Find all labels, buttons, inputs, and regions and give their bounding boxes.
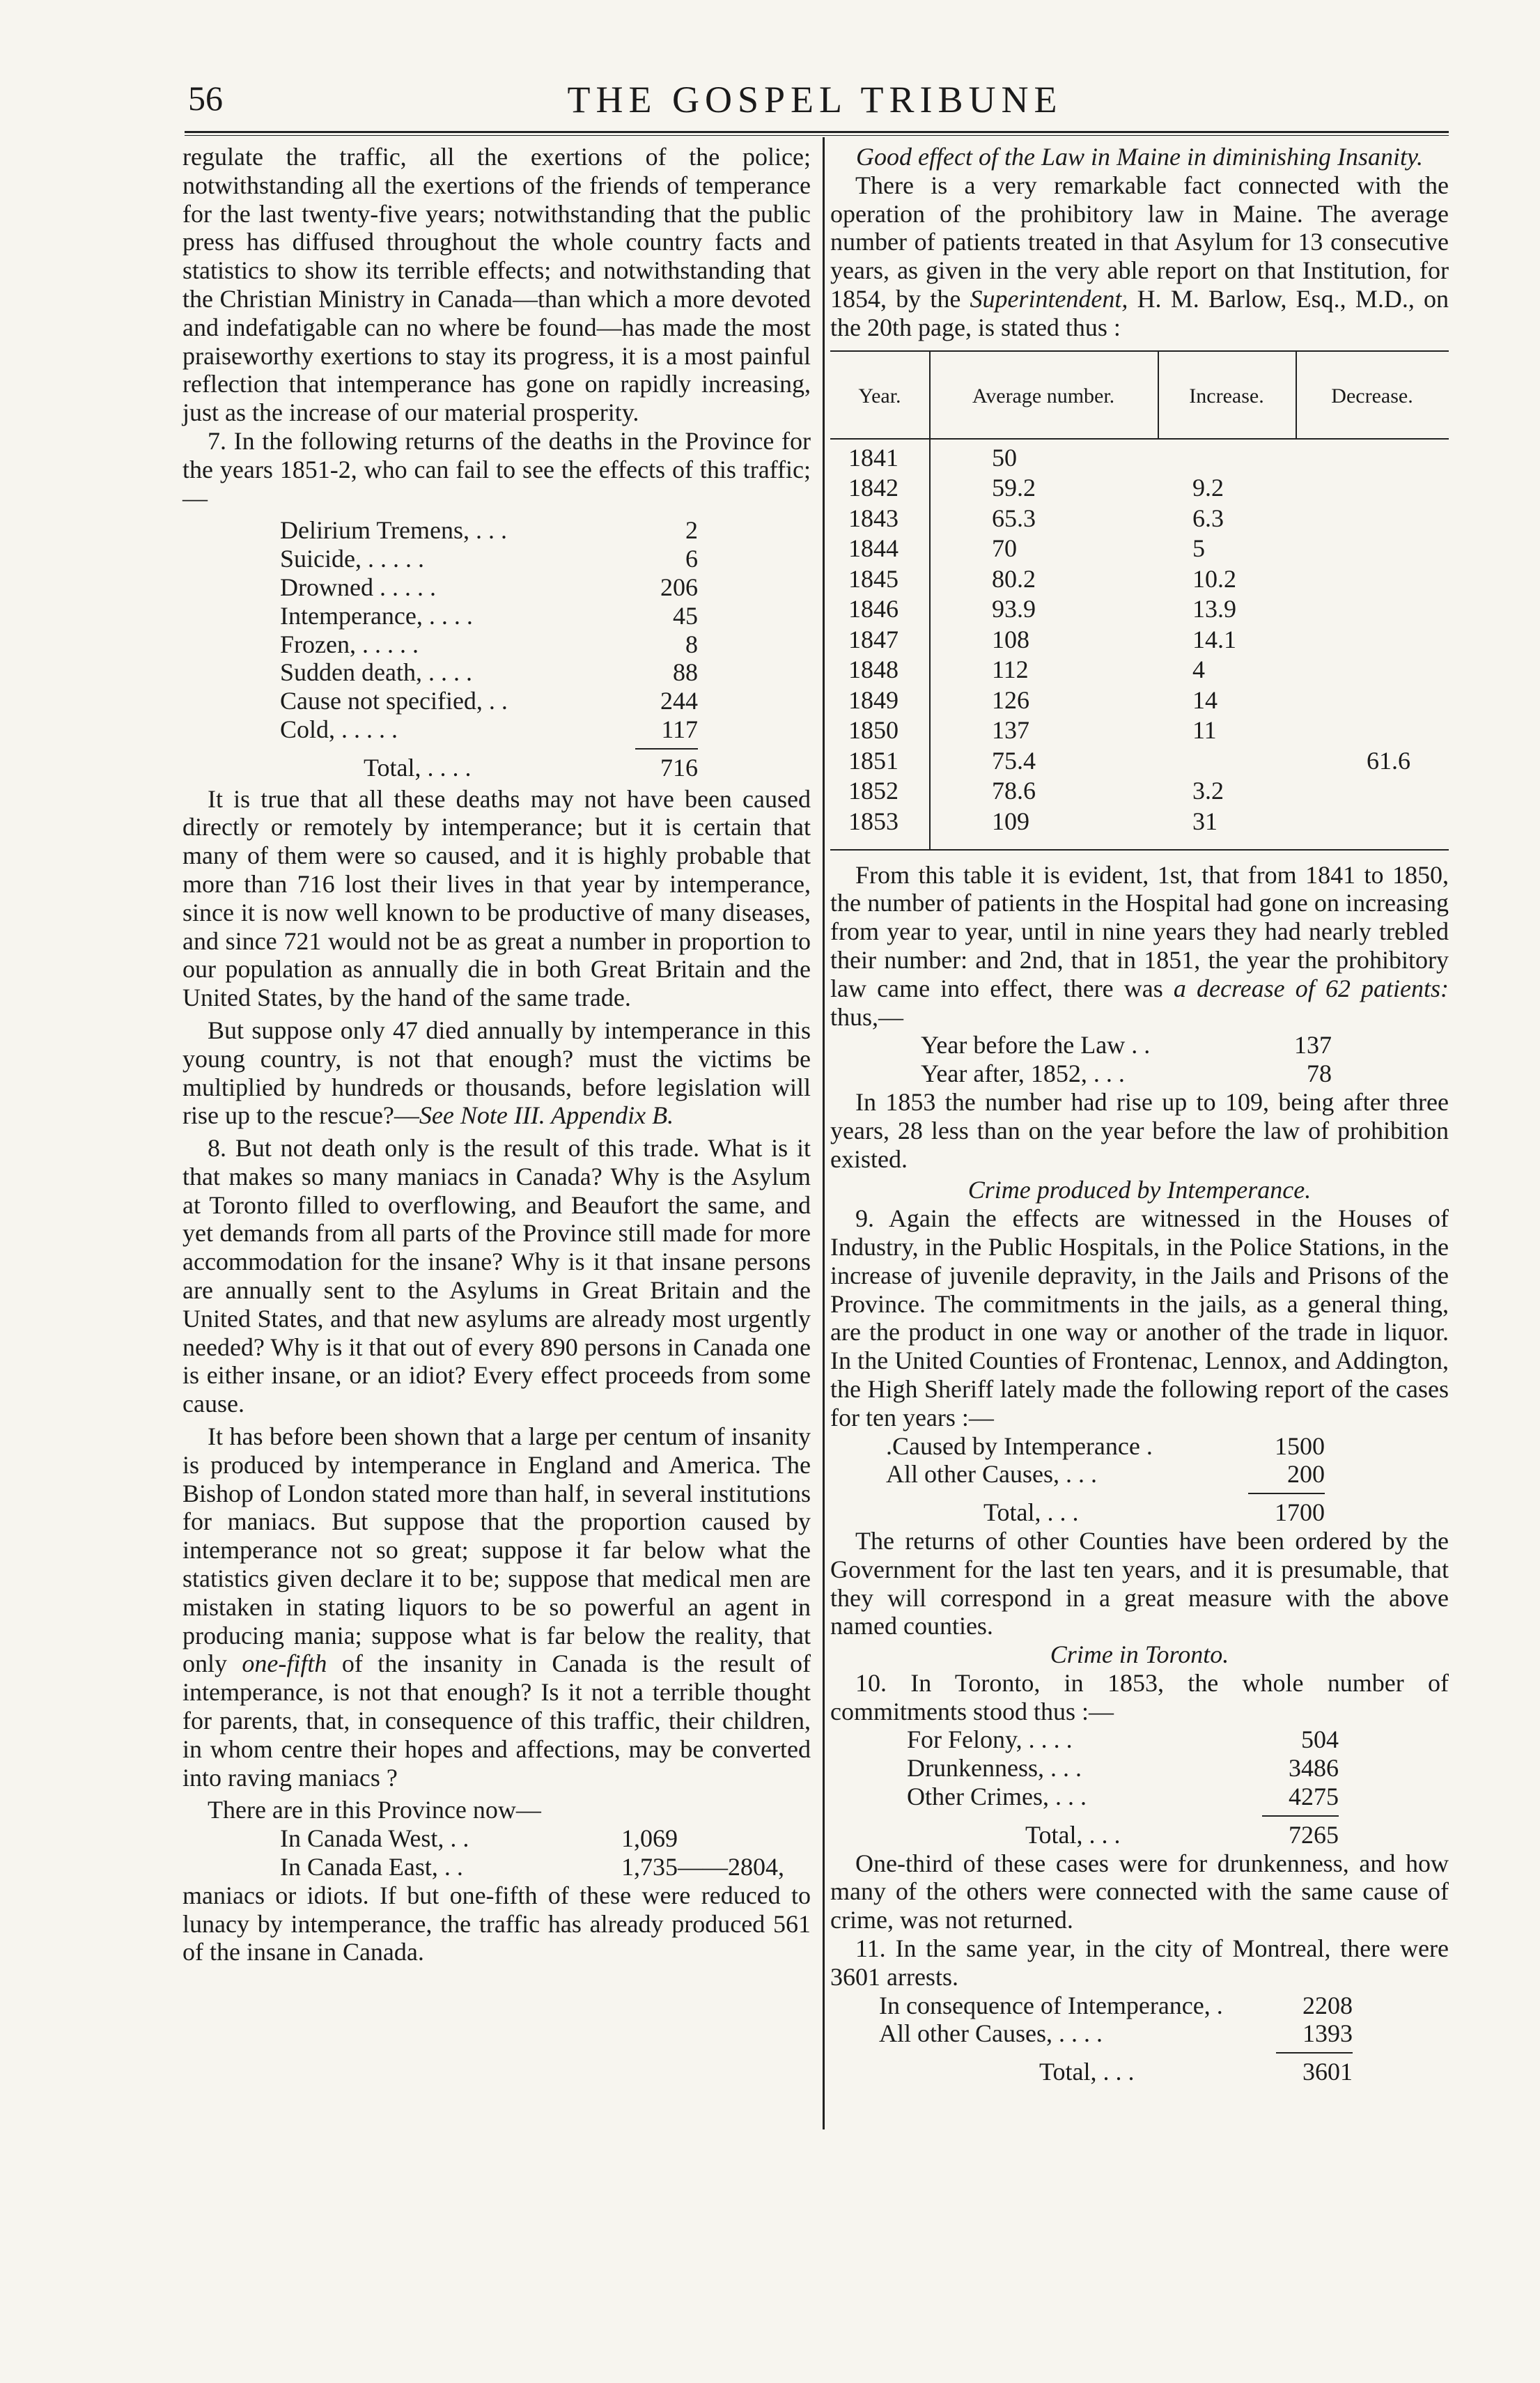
table-cell-decrease: 61.6 — [1367, 746, 1410, 775]
table-cell-increase: 9.2 — [1192, 474, 1224, 502]
deaths-row — [182, 573, 811, 602]
canada-east-value: 1,735——2804, — [621, 1853, 784, 1881]
paragraph: 11. In the same year, in the city of Montreal, there were 3601 arrests. — [830, 1934, 1449, 1991]
crime-total-label: Total, . . . — [983, 1498, 1079, 1527]
table-cell-year: 1844 — [848, 534, 899, 563]
sum-rule — [830, 1811, 1449, 1821]
montreal-other-value: 1393 — [1302, 2019, 1353, 2048]
year-after-row — [830, 1059, 1449, 1088]
header-rule-thin — [185, 135, 1449, 136]
paragraph — [830, 861, 1449, 1032]
table-cell-year: 1848 — [848, 655, 899, 684]
toronto-total-label: Total, . . . — [1025, 1820, 1121, 1849]
deaths-value: 117 — [661, 715, 698, 743]
journal-title: THE GOSPEL TRIBUNE — [567, 79, 1063, 121]
toronto-total-value: 7265 — [1289, 1820, 1339, 1849]
paragraph — [182, 1016, 811, 1130]
table-cell-average: 70 — [992, 534, 1017, 563]
table-cell-year: 1850 — [848, 716, 899, 745]
deaths-label: Cold, . . . . . — [280, 715, 398, 743]
canada-east-row — [182, 1853, 811, 1881]
deaths-row — [182, 545, 811, 573]
header-rule — [185, 131, 1449, 133]
table-cell-year: 1846 — [848, 595, 899, 623]
year-before-label: Year before the Law . . — [921, 1031, 1151, 1059]
felony-row — [830, 1725, 1449, 1754]
canada-east-label: In Canada East, . . — [280, 1853, 463, 1881]
page-number: 56 — [188, 79, 223, 118]
table-header-decrease: Decrease. — [1331, 384, 1413, 407]
section-heading: Crime produced by Intemperance. — [967, 1176, 1312, 1204]
table-cell-year: 1845 — [848, 564, 899, 593]
other-crimes-row — [830, 1783, 1449, 1811]
deaths-row — [182, 658, 811, 687]
right-column — [830, 143, 1449, 2086]
table-cell-average: 109 — [992, 807, 1029, 835]
deaths-row — [182, 516, 811, 545]
paragraph — [830, 171, 1449, 342]
paragraph: 7. In the following returns of the deaths in the Province for the years 1851-2, who can fail to see the effects of this traffic;— — [182, 426, 811, 512]
table-cell-increase: 31 — [1192, 807, 1218, 835]
paragraph: 8. But not death only is the result of this trade. What is it that makes so many maniacs in Canada? Why is the Asylum at Toronto filled to overflowing, and Beaufort the same, and yet demands from all parts of the Province still made for more accommodation for the insane? Why is it that insane persons are annually sent to the Asylums in Great Britain and the United States, and that new asylums are already most urgently needed? Why is it that out of every 890 persons in Canada one is either insane, or an idiot? Every effect proceeds from some cause. — [182, 1134, 811, 1418]
deaths-value: 206 — [660, 573, 698, 601]
table-cell-increase: 14 — [1192, 685, 1218, 714]
table-cell-average: 65.3 — [992, 504, 1036, 532]
table-cell-year: 1851 — [848, 746, 899, 775]
other-crimes-label: Other Crimes, . . . — [907, 1783, 1087, 1811]
table-cell-average: 59.2 — [992, 474, 1036, 502]
crime-total-value: 1700 — [1275, 1498, 1325, 1527]
year-before-value: 137 — [1294, 1031, 1332, 1059]
deaths-row — [182, 630, 811, 659]
table-header-year: Year. — [858, 384, 901, 407]
table-cell-year: 1853 — [848, 807, 899, 835]
drunkenness-row — [830, 1754, 1449, 1783]
table-cell-increase: 10.2 — [1192, 564, 1236, 593]
paragraph: In 1853 the number had rise up to 109, being after three years, 28 less than on the year before the law of prohibition existed. — [830, 1087, 1449, 1173]
emphasis: a decrease of 62 patients: — [1173, 974, 1449, 1002]
appendix-note: See Note III. Appendix B. — [419, 1101, 674, 1130]
montreal-intemperance-row — [830, 1992, 1449, 2020]
deaths-value: 6 — [685, 545, 698, 573]
table-cell-average: 93.9 — [992, 595, 1036, 623]
paragraph-text: But suppose only 47 died annually by intemperance in this young country, is not that enough? must the victims be multiplied by hundreds or thousands, before legislation will rise up to the rescue?— — [182, 1016, 811, 1130]
montreal-other-row — [830, 2019, 1449, 2048]
drunkenness-label: Drunkenness, . . . — [907, 1754, 1082, 1783]
montreal-intemperance-value: 2208 — [1302, 1991, 1353, 2019]
table-cell-increase: 14.1 — [1192, 625, 1236, 653]
sum-rule — [182, 744, 811, 754]
left-column — [182, 143, 811, 1966]
deaths-row — [182, 602, 811, 630]
deaths-label: Drowned . . . . . — [280, 573, 436, 601]
crime-other-row — [830, 1460, 1449, 1489]
deaths-row — [182, 687, 811, 715]
crime-other-label: All other Causes, . . . — [886, 1460, 1097, 1489]
deaths-label: Delirium Tremens, . . . — [280, 516, 508, 545]
table-cell-average: 50 — [992, 443, 1017, 472]
table-cell-increase: 6.3 — [1192, 504, 1224, 532]
paragraph: 10. In Toronto, in 1853, the whole number of commitments stood thus :— — [830, 1668, 1449, 1725]
table-col-rule — [929, 350, 931, 849]
paragraph-text: thus,— — [830, 1002, 904, 1031]
paragraph: maniacs or idiots. If but one-fifth of these were reduced to lunacy by intemperance, the traffic has already produced 561 of the insane in Canada. — [182, 1881, 811, 1966]
paragraph-text: of the insanity in Canada is the result of intemperance, is not that enough? Is it not a terrible thought for parents, that, in consequence of this traffic, their children, in whom centre their hopes and affections, may be converted into raving maniacs ? — [182, 1650, 811, 1792]
paragraph: The returns of other Counties have been ordered by the Government for the last ten years, and it is presumable, that they will correspond in a great measure with the above named counties. — [830, 1526, 1449, 1640]
table-cell-year: 1847 — [848, 625, 899, 653]
deaths-value: 88 — [673, 658, 698, 687]
table-cell-year: 1843 — [848, 504, 899, 532]
year-before-row — [830, 1031, 1449, 1059]
montreal-other-label: All other Causes, . . . . — [879, 2019, 1103, 2048]
deaths-total-label: Total, . . . . — [364, 753, 472, 782]
deaths-value: 45 — [673, 601, 698, 630]
toronto-total-row — [830, 1821, 1449, 1849]
table-cell-increase: 13.9 — [1192, 595, 1236, 623]
section-heading: Good effect of the Law in Maine in diminishing Insanity. — [856, 143, 1423, 171]
section-heading: Crime in Toronto. — [1050, 1640, 1229, 1669]
table-rule — [830, 350, 1449, 352]
sum-rule — [830, 1489, 1449, 1498]
year-after-value: 78 — [1307, 1059, 1332, 1088]
column-divider — [823, 137, 825, 2129]
drunkenness-value: 3486 — [1289, 1754, 1339, 1783]
table-cell-average: 126 — [992, 685, 1029, 714]
emphasis: Superintendent, — [970, 284, 1128, 313]
table-cell-average: 137 — [992, 716, 1029, 745]
deaths-label: Suicide, . . . . . — [280, 545, 424, 573]
montreal-total-row — [830, 2058, 1449, 2086]
paragraph-text: H. M. Barlow, Esq., M.D., on the 20th page, is stated thus : — [830, 284, 1449, 341]
table-header-average: Average number. — [972, 384, 1115, 407]
crime-intemperance-label: .Caused by Intemperance . — [886, 1431, 1153, 1460]
felony-value: 504 — [1301, 1725, 1339, 1754]
montreal-total-value: 3601 — [1302, 2058, 1353, 2086]
felony-label: For Felony, . . . . — [907, 1725, 1073, 1754]
paragraph-text: It has before been shown that a large per centum of insanity is produced by intemperance in England and America. The Bishop of London stated more than half, in several institutions for maniacs. But suppose that the proportion caused by intemperance not so great; suppose it far below what the statistics given declare it to be; suppose that medical men are mistaken in stating liquors to be so powerful an agent in producing mania; suppose what is far below the reality, that only — [182, 1422, 811, 1678]
deaths-label: Frozen, . . . . . — [280, 630, 419, 658]
canada-west-label: In Canada West, . . — [280, 1824, 469, 1853]
table-rule — [830, 849, 1449, 851]
table-cell-increase: 4 — [1192, 655, 1205, 684]
deaths-value: 244 — [660, 687, 698, 715]
canada-west-row — [182, 1824, 811, 1853]
deaths-label: Intemperance, . . . . — [280, 601, 473, 630]
canada-west-value: 1,069 — [621, 1824, 678, 1853]
emphasis: one-fifth — [242, 1650, 327, 1678]
deaths-value: 2 — [685, 516, 698, 545]
montreal-total-label: Total, . . . — [1039, 2058, 1135, 2086]
running-head — [188, 78, 1442, 127]
asylum-table — [830, 348, 1449, 851]
table-cell-increase: 3.2 — [1192, 777, 1224, 805]
crime-intemperance-value: 1500 — [1275, 1431, 1325, 1460]
paragraph-text: From this table it is evident, 1st, that from 1841 to 1850, the number of patients in the Hospital had gone on increasing from year to year, until in nine years they had nearly trebled their number: and 2nd, that in 1851, the year the prohibitory law came into effect, there was — [830, 860, 1449, 1002]
table-cell-average: 75.4 — [992, 746, 1036, 775]
table-cell-year: 1852 — [848, 777, 899, 805]
table-cell-year: 1842 — [848, 474, 899, 502]
sum-rule — [830, 2048, 1449, 2058]
deaths-value: 8 — [685, 630, 698, 658]
table-cell-year: 1841 — [848, 443, 899, 472]
paragraph: 9. Again the effects are witnessed in the Houses of Industry, in the Public Hospitals, in the Police Stations, in the increase of juvenile depravity, in the Jails and Prisons of the Province. The commitments in the jails, as a general thing, are the product in one way or another of the trade in liquor. In the United Counties of Frontenac, Lennox, and Addington, the High Sheriff lately made the following report of the cases for ten years :— — [830, 1204, 1449, 1431]
year-after-label: Year after, 1852, . . . — [921, 1059, 1125, 1088]
table-cell-increase: 11 — [1192, 716, 1217, 745]
crime-intemperance-row — [830, 1432, 1449, 1461]
table-cell-average: 78.6 — [992, 777, 1036, 805]
paragraph — [182, 1422, 811, 1792]
crime-other-value: 200 — [1287, 1460, 1325, 1489]
table-cell-year: 1849 — [848, 685, 899, 714]
crime-total-row — [830, 1498, 1449, 1527]
deaths-row — [182, 715, 811, 744]
paragraph: regulate the traffic, all the exertions of the police; notwithstanding all the exertions of the friends of temperance for the last twenty-five years; notwithstanding that the public press has diffused throughout the whole country facts and statistics to show its terrible effects; and notwithstanding that the Christian Ministry in Canada—than which a more devoted and indefatigable can no where be found—has made the most praiseworthy exertions to stay its progress, it is a most painful reflection that intemperance has gone on rapidly increasing, just as the increase of our material prosperity. — [182, 143, 811, 427]
montreal-intemperance-label: In consequence of Intemperance, . — [879, 1991, 1223, 2019]
table-header-increase: Increase. — [1189, 384, 1264, 407]
table-cell-average: 112 — [992, 655, 1029, 684]
table-cell-increase: 5 — [1192, 534, 1205, 563]
table-cell-average: 80.2 — [992, 564, 1036, 593]
table-cell-average: 108 — [992, 625, 1029, 653]
paragraph-text: There is a very remarkable fact connected with the operation of the prohibitory law in Maine. The average number of patients treated in that Asylum for 13 consecutive years, as given in the very able report on that Institution, for 1854, by the — [830, 171, 1449, 313]
table-rule — [830, 438, 1449, 440]
paragraph: One-third of these cases were for drunkenness, and how many of the others were connected with the same cause of crime, was not returned. — [830, 1849, 1449, 1934]
deaths-total-row — [182, 754, 811, 782]
deaths-list — [182, 516, 811, 782]
paragraph: There are in this Province now— — [208, 1796, 541, 1824]
deaths-label: Cause not specified, . . — [280, 687, 508, 715]
deaths-label: Sudden death, . . . . — [280, 658, 472, 687]
paragraph: It is true that all these deaths may not have been caused directly or remotely by intemperance; but it is certain that many of them were so caused, and it is highly probable that more than 716 lost their lives in that year by intemperance, since it is now well known to be productive of many diseases, and since 721 would not be as great a number in proportion to our population as annually die in both Great Britain and the United States, by the hand of the same trade. — [182, 784, 811, 1012]
other-crimes-value: 4275 — [1289, 1783, 1339, 1811]
deaths-total-value: 716 — [660, 753, 698, 782]
